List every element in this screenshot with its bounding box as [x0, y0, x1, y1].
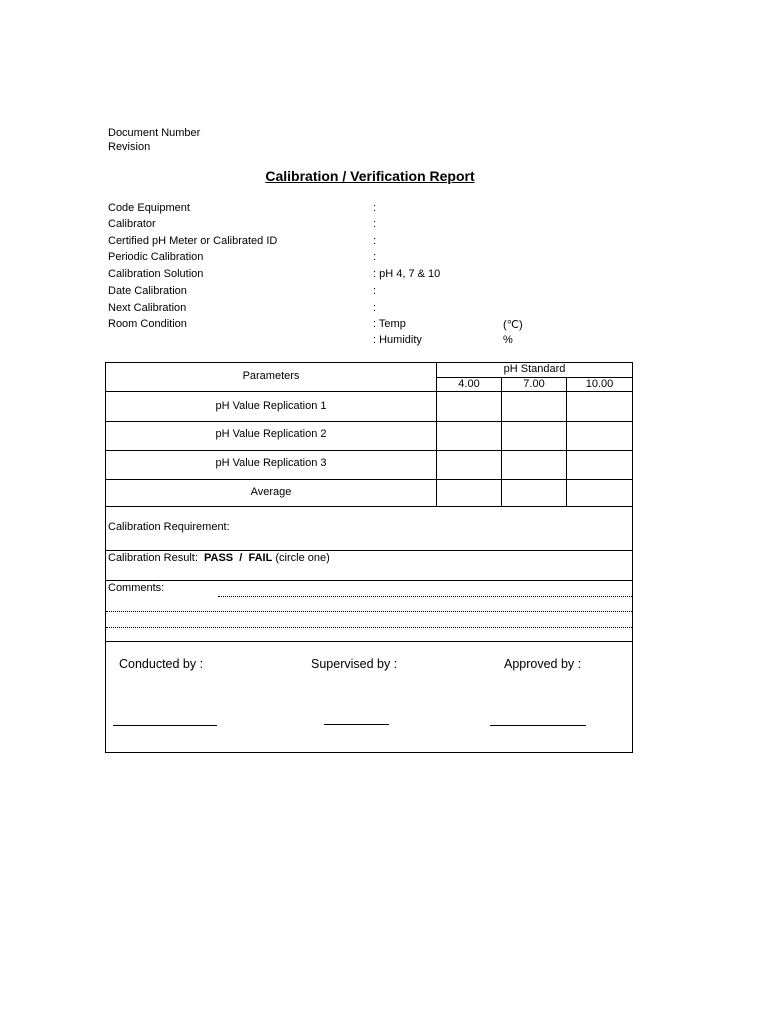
- table-row-replication-2: pH Value Replication 2: [215, 428, 327, 440]
- calibration-requirement-label: Calibration Requirement:: [108, 521, 230, 533]
- approved-by-label: Approved by :: [504, 657, 582, 671]
- pass-option: PASS: [204, 552, 234, 564]
- ph-standard-10: 10.00: [585, 378, 614, 390]
- supervised-signature-line: [324, 724, 389, 725]
- field-label-calibration-solution: Calibration Solution: [108, 268, 204, 280]
- result-separator: /: [239, 552, 243, 564]
- field-value-next-calibration: :: [373, 302, 377, 314]
- field-value-temp: : Temp: [373, 318, 406, 330]
- parameters-header: Parameters: [242, 370, 300, 382]
- field-label-calibrator: Calibrator: [108, 218, 156, 230]
- conducted-by-label: Conducted by :: [119, 657, 204, 671]
- table-row-replication-1: pH Value Replication 1: [215, 400, 327, 412]
- field-value-certified-meter: :: [373, 235, 377, 247]
- field-unit-humidity: %: [503, 334, 513, 346]
- ph-standard-header: pH Standard: [503, 363, 566, 375]
- ph-standard-7: 7.00: [523, 378, 545, 390]
- circle-one-note: (circle one): [275, 552, 330, 564]
- field-value-date-calibration: :: [373, 285, 377, 297]
- field-label-date-calibration: Date Calibration: [108, 285, 187, 297]
- supervised-by-label: Supervised by :: [311, 657, 398, 671]
- table-row-average: Average: [250, 486, 292, 498]
- fail-option: FAIL: [248, 552, 273, 564]
- field-label-room-condition: Room Condition: [108, 318, 187, 330]
- calibration-result-label: Calibration Result:: [108, 552, 198, 564]
- field-unit-temp: (℃): [503, 319, 523, 331]
- document-number-label: Document Number: [108, 127, 201, 139]
- field-value-calibrator: :: [373, 218, 377, 230]
- comments-label: Comments:: [108, 582, 165, 594]
- approved-signature-line: [490, 725, 586, 726]
- calibration-result-line: [108, 552, 330, 564]
- field-value-periodic-calibration: :: [373, 251, 377, 263]
- field-label-periodic-calibration: Periodic Calibration: [108, 251, 204, 263]
- field-value-code-equipment: :: [373, 202, 377, 214]
- conducted-signature-line: [113, 725, 217, 726]
- field-value-humidity: : Humidity: [373, 334, 422, 346]
- field-label-next-calibration: Next Calibration: [108, 302, 187, 314]
- report-title: Calibration / Verification Report: [265, 168, 475, 184]
- field-label-code-equipment: Code Equipment: [108, 202, 190, 214]
- field-value-calibration-solution: : pH 4, 7 & 10: [373, 268, 441, 280]
- field-label-certified-meter: Certified pH Meter or Calibrated ID: [108, 235, 278, 247]
- table-row-replication-3: pH Value Replication 3: [215, 457, 327, 469]
- revision-label: Revision: [108, 141, 151, 153]
- ph-standard-4: 4.00: [458, 378, 480, 390]
